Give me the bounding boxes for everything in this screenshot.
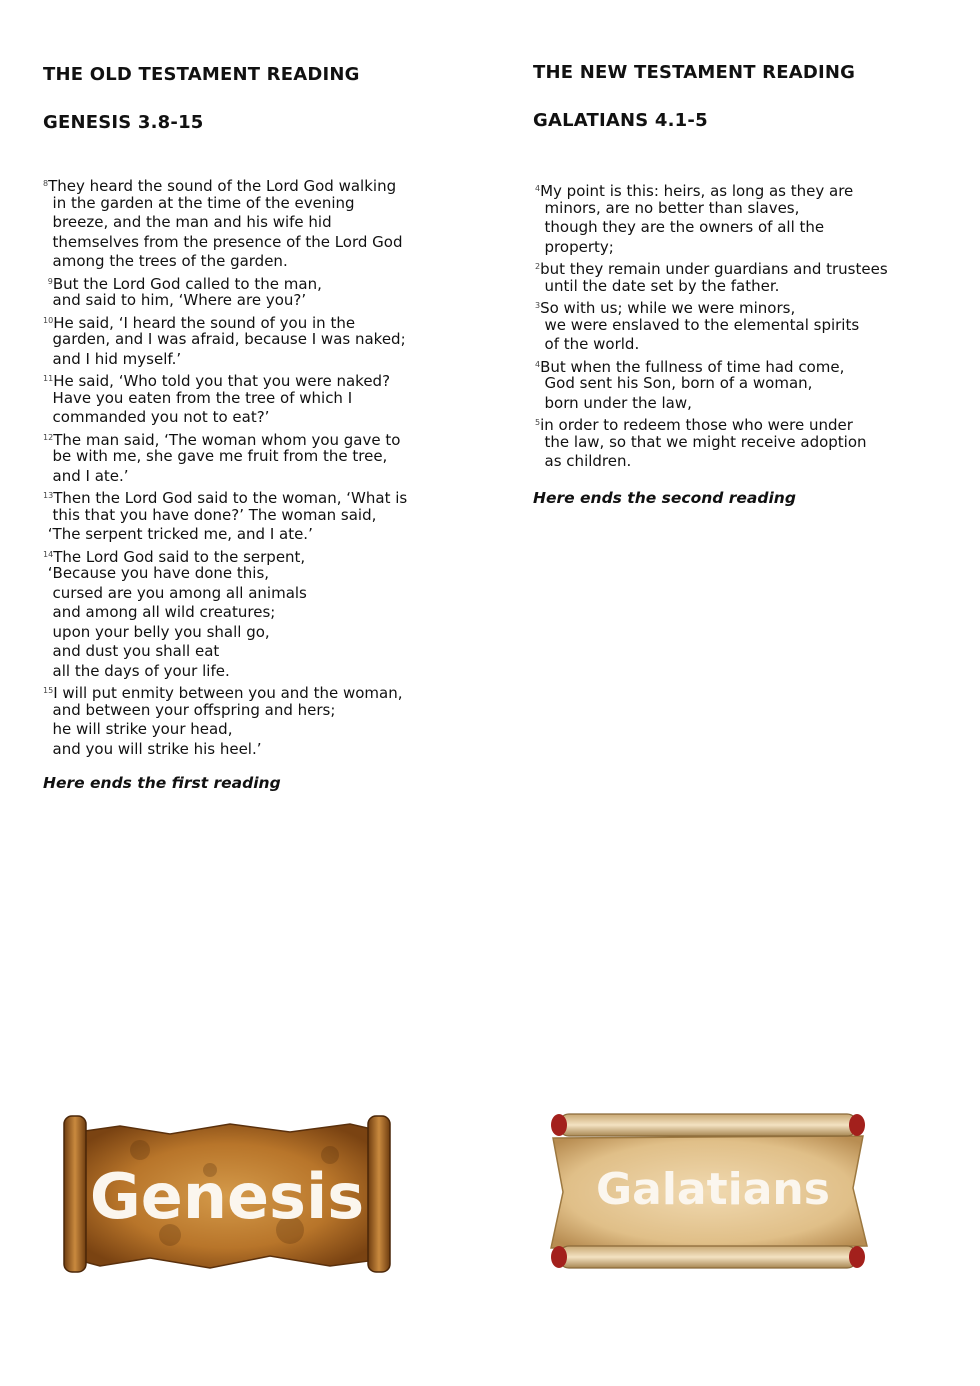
verse-line — [535, 374, 888, 394]
verse-line — [43, 213, 407, 233]
verse-line — [43, 291, 407, 311]
verse-number: 4 — [535, 359, 541, 369]
verse-text: commanded you not to eat?’ — [43, 408, 270, 426]
verse-line — [535, 355, 888, 375]
verse-line — [535, 277, 888, 297]
verse-text: and among all wild creatures; — [43, 603, 276, 621]
verse-text: though they are the owners of all the — [535, 218, 825, 236]
verse-text: he will strike your head, — [43, 720, 233, 738]
verse-line — [43, 252, 407, 272]
verse-text: They heard the sound of the Lord God walking — [48, 177, 397, 195]
verse-text: Then the Lord God said to the woman, ‘What is — [53, 489, 408, 507]
verse-text: of the world. — [535, 335, 640, 353]
verse-text: the law, so that we might receive adoption — [535, 432, 867, 451]
verse-line — [43, 233, 407, 253]
verse-number: 14 — [43, 549, 54, 559]
new-testament-text — [535, 179, 888, 472]
verse-text: garden, and I was afraid, because I was naked; — [43, 330, 406, 348]
galatians-banner-text: Galatians — [596, 1164, 830, 1215]
verse-line — [535, 238, 888, 258]
new-testament-reference: GALATIANS 4.1-5 — [533, 110, 708, 131]
verse-text: I will put enmity between you and the woman, — [53, 684, 403, 702]
verse-line — [535, 316, 888, 336]
verse-text: and I hid myself.’ — [43, 349, 182, 368]
verse-number: 11 — [43, 374, 54, 383]
verse-number: 12 — [43, 432, 54, 442]
verse-text: He said, ‘Who told you that you were naked? — [53, 372, 391, 390]
verse-line — [43, 545, 407, 565]
verse-line — [43, 681, 407, 701]
verse-line — [535, 413, 888, 433]
verse-text: born under the law, — [535, 393, 692, 412]
verse-line — [43, 350, 407, 370]
old-testament-ending: Here ends the first reading — [43, 774, 281, 792]
verse-text: But when the fullness of time had come, — [540, 357, 845, 376]
verse-line — [535, 452, 888, 472]
verse-line — [535, 179, 888, 199]
verse-text: in the garden at the time of the evening — [43, 193, 355, 212]
genesis-banner-text: Genesis — [89, 1160, 365, 1233]
verse-line — [535, 394, 888, 414]
verse-text: and you will strike his heel.’ — [43, 739, 262, 758]
verse-number: 4 — [535, 184, 541, 193]
verse-text: My point is this: heirs, as long as they are — [540, 182, 854, 200]
galatians-scroll-banner — [543, 1108, 873, 1276]
verse-number: 9 — [47, 276, 53, 286]
verse-line — [43, 389, 407, 409]
verse-line — [535, 433, 888, 453]
verse-text: But the Lord God called to the man, — [52, 274, 322, 293]
verse-number: 3 — [535, 301, 541, 310]
old-testament-reference: GENESIS 3.8-15 — [43, 112, 204, 133]
verse-text: ‘Because you have done this, — [43, 564, 270, 582]
verse-text: property; — [535, 237, 614, 256]
verse-line — [43, 174, 407, 194]
verse-line — [43, 506, 407, 526]
verse-line — [43, 603, 407, 623]
verse-line — [43, 272, 407, 292]
verse-text: this that you have done?’ The woman said, — [43, 505, 377, 524]
verse-text: The man said, ‘The woman whom you gave to — [53, 430, 401, 449]
verse-line — [43, 642, 407, 662]
verse-number: 15 — [43, 686, 54, 695]
verse-text: but they remain under guardians and trustees — [540, 260, 888, 278]
verse-line — [535, 335, 888, 355]
old-testament-text — [43, 174, 407, 759]
verse-line — [43, 447, 407, 467]
verse-line — [43, 584, 407, 604]
verse-text: ‘The serpent tricked me, and I ate.’ — [43, 525, 313, 543]
verse-line — [43, 525, 407, 545]
genesis-scroll-banner — [60, 1110, 394, 1276]
verse-line — [535, 257, 888, 277]
verse-line — [43, 486, 407, 506]
verse-number: 8 — [43, 179, 49, 188]
verse-number: 13 — [43, 491, 54, 500]
verse-line — [535, 296, 888, 316]
verse-text: be with me, she gave me fruit from the tree, — [43, 447, 388, 465]
verse-text: upon your belly you shall go, — [43, 622, 270, 641]
verse-text: and I ate.’ — [43, 466, 129, 485]
verse-line — [43, 467, 407, 487]
new-testament-heading: THE NEW TESTAMENT READING — [533, 62, 856, 83]
verse-number: 5 — [535, 418, 541, 427]
verse-text: as children. — [535, 452, 632, 470]
verse-line — [43, 740, 407, 760]
verse-line — [535, 218, 888, 238]
verse-line — [43, 662, 407, 682]
verse-number: 10 — [43, 315, 54, 325]
verse-text: minors, are no better than slaves, — [535, 198, 800, 217]
verse-line — [43, 623, 407, 643]
verse-text: among the trees of the garden. — [43, 252, 288, 270]
verse-text: So with us; while we were minors, — [540, 299, 796, 317]
verse-text: The Lord God said to the serpent, — [53, 547, 306, 566]
verse-line — [43, 428, 407, 448]
verse-text: God sent his Son, born of a woman, — [535, 374, 813, 392]
old-testament-heading: THE OLD TESTAMENT READING — [43, 64, 360, 85]
verse-text: breeze, and the man and his wife hid — [43, 213, 332, 231]
verse-text: cursed are you among all animals — [43, 583, 307, 602]
verse-text: He said, ‘I heard the sound of you in the — [53, 313, 356, 332]
verse-line — [43, 330, 407, 350]
verse-line — [43, 720, 407, 740]
verse-number: 2 — [535, 262, 541, 271]
verse-line — [43, 311, 407, 331]
verse-line — [43, 408, 407, 428]
verse-text: and between your offspring and hers; — [43, 700, 336, 719]
verse-text: and said to him, ‘Where are you?’ — [43, 291, 307, 309]
verse-line — [43, 369, 407, 389]
verse-text: in order to redeem those who were under — [540, 416, 853, 434]
verse-text: until the date set by the father. — [535, 276, 780, 295]
verse-line — [43, 564, 407, 584]
new-testament-ending: Here ends the second reading — [533, 489, 796, 507]
verse-text: Have you eaten from the tree of which I — [43, 388, 353, 407]
verse-line — [43, 701, 407, 721]
verse-line — [535, 199, 888, 219]
verse-text: all the days of your life. — [43, 661, 230, 680]
verse-text: we were enslaved to the elemental spirits — [535, 315, 860, 334]
verse-text: themselves from the presence of the Lord God — [43, 232, 403, 251]
verse-text: and dust you shall eat — [43, 642, 220, 660]
verse-line — [43, 194, 407, 214]
